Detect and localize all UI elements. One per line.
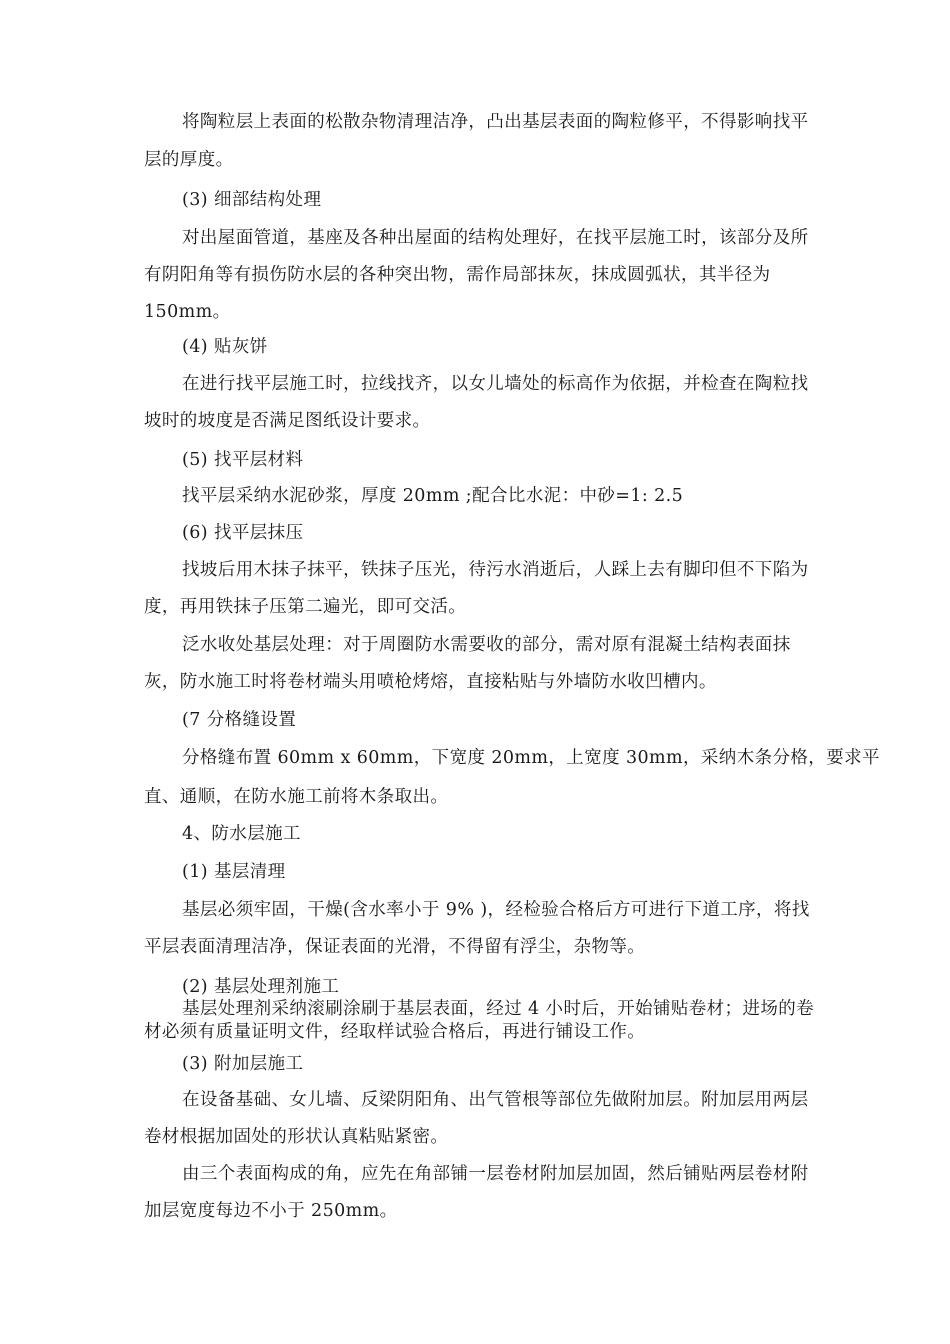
- paragraph-line: 坡时的坡度是否满足图纸设计要求。: [144, 411, 431, 431]
- section-heading: (3) 细部结构处理: [182, 190, 322, 210]
- paragraph-line: 由三个表面构成的角，应先在角部铺一层卷材附加层加固，然后铺贴两层卷材附: [182, 1164, 809, 1184]
- paragraph-line: 150mm。: [144, 302, 231, 322]
- paragraph-line: 材必须有质量证明文件，经取样试验合格后，再进行铺设工作。: [144, 1022, 646, 1042]
- paragraph-line: 有阴阳角等有损伤防水层的各种突出物，需作局部抹灰，抹成圆弧状，其半径为: [144, 265, 771, 285]
- paragraph-line: 加层宽度每边不小于 250mm。: [144, 1201, 398, 1221]
- section-heading: 4、防水层施工: [182, 824, 301, 844]
- paragraph-line: 泛水收处基层处理：对于周圈防水需要收的部分，需对原有混凝土结构表面抹: [182, 635, 791, 655]
- paragraph-line: 灰，防水施工时将卷材端头用喷枪烤熔，直接粘贴与外墙防水收凹槽内。: [144, 672, 717, 692]
- paragraph-line: 基层必须牢固，干燥(含水率小于 9% )，经检验合格后方可进行下道工序，将找: [182, 900, 810, 920]
- paragraph-line: 在进行找平层施工时，拉线找齐，以女儿墙处的标高作为依据，并检查在陶粒找: [182, 374, 809, 394]
- section-heading: (2) 基层处理剂施工: [182, 977, 340, 997]
- section-heading: (4) 贴灰饼: [182, 337, 268, 357]
- paragraph-line: 在设备基础、女儿墙、反梁阴阳角、出气管根等部位先做附加层。附加层用两层: [182, 1090, 809, 1110]
- section-heading: (7 分格缝设置: [182, 710, 297, 730]
- paragraph-line: 基层处理剂采纳滚刷涂刷于基层表面，经过 4 小时后，开始铺贴卷材；进场的卷: [182, 999, 815, 1019]
- section-heading: (3) 附加层施工: [182, 1054, 304, 1074]
- section-heading: (1) 基层清理: [182, 862, 286, 882]
- paragraph-line: 找坡后用木抹子抹平，铁抹子压光，待污水消逝后，人踩上去有脚印但不下陷为: [182, 560, 809, 580]
- paragraph-line: 卷材根据加固处的形状认真粘贴紧密。: [144, 1127, 449, 1147]
- paragraph-line: 直、通顺，在防水施工前将木条取出。: [144, 787, 449, 807]
- paragraph-line: 找平层采纳水泥砂浆，厚度 20mm ;配合比水泥：中砂=1: 2.5: [182, 486, 684, 506]
- paragraph-line: 将陶粒层上表面的松散杂物清理洁净，凸出基层表面的陶粒修平，不得影响找平: [182, 112, 809, 132]
- paragraph-line: 平层表面清理洁净，保证表面的光滑，不得留有浮尘，杂物等。: [144, 937, 646, 957]
- paragraph-line: 度，再用铁抹子压第二遍光，即可交活。: [144, 597, 467, 617]
- paragraph-line: 对出屋面管道，基座及各种出屋面的结构处理好，在找平层施工时，该部分及所: [182, 228, 809, 248]
- section-heading: (5) 找平层材料: [182, 450, 304, 470]
- paragraph-line: 层的厚度。: [144, 150, 234, 170]
- section-heading: (6) 找平层抹压: [182, 523, 304, 543]
- paragraph-line: 分格缝布置 60mm x 60mm，下宽度 20mm，上宽度 30mm，采纳木条分格，要求平: [182, 748, 880, 768]
